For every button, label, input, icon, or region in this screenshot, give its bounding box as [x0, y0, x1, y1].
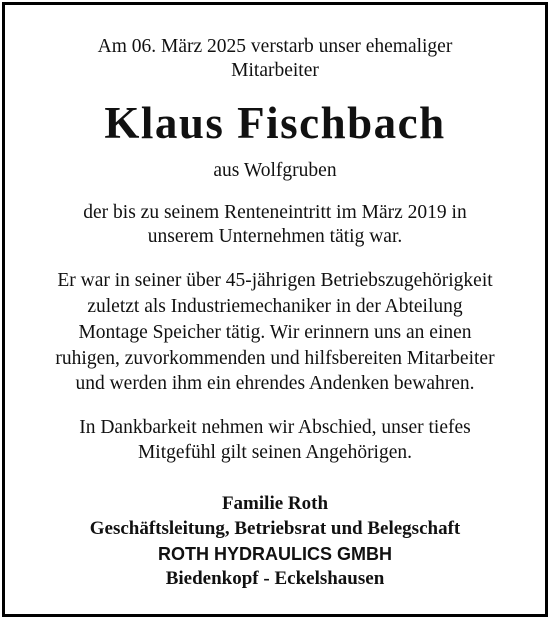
obituary-notice — [2, 2, 548, 617]
tribute-line-1: Er war in seiner über 45-jährigen Betriebszugehörigkeit — [57, 270, 493, 291]
farewell-line-2: Mitgefühl gilt seinen Angehörigen. — [137, 442, 413, 463]
intro-line-2: Mitarbeiter — [231, 60, 319, 81]
signature-departments: Geschäftsleitung, Betriebsrat und Belegschaft — [89, 518, 461, 539]
farewell-line-1: In Dankbarkeit nehmen wir Abschied, unser tiefes — [79, 417, 471, 438]
deceased-name: Klaus Fischbach — [104, 98, 446, 148]
tribute-line-3: Montage Speicher tätig. Wir erinnern uns an einen — [78, 322, 472, 343]
tenure-line-2: unserem Unternehmen tätig war. — [147, 226, 403, 247]
intro-line-1: Am 06. März 2025 verstarb unser ehemaliger — [97, 36, 453, 57]
tribute-line-5: und werden ihm ein ehrendes Andenken bewahren. — [75, 373, 475, 394]
signature-company: ROTH HYDRAULICS GMBH — [158, 544, 392, 564]
signature-location: Biedenkopf - Eckelshausen — [165, 568, 385, 589]
tenure-line-1: der bis zu seinem Renteneintritt im März 2019 in — [83, 202, 467, 223]
tribute-line-2: zuletzt als Industriemechaniker in der Abteilung — [87, 296, 463, 317]
origin-line: aus Wolfgruben — [213, 160, 337, 181]
tribute-line-4: ruhigen, zuvorkommenden und hilfsbereiten Mitarbeiter — [55, 348, 495, 369]
signature-family: Familie Roth — [221, 493, 329, 514]
